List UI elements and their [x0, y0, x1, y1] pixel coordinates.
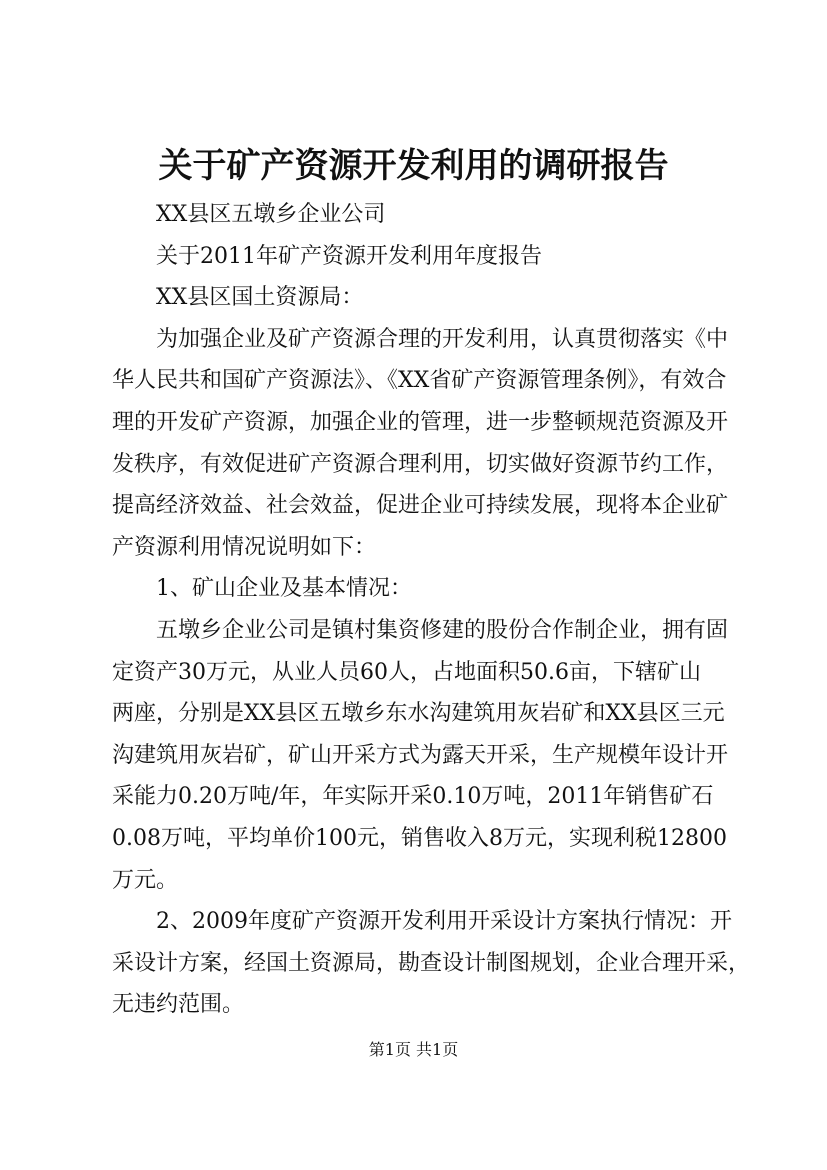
paragraph-3-line-2: 采设计方案，经国土资源局，勘查设计制图规划，企业合理开采，: [112, 950, 751, 976]
paragraph-2-line-6: 0.08万吨，平均单价100元，销售收入8万元，实现利税12800: [112, 825, 727, 851]
paragraph-2-line-1: 五墩乡企业公司是镇村集资修建的股份合作制企业，拥有固: [156, 617, 729, 643]
paragraph-3-line-3: 无违约范围。: [112, 992, 245, 1018]
recipient-line: XX县区国土资源局：: [156, 285, 364, 311]
company-name-line: XX县区五墩乡企业公司: [156, 202, 386, 227]
paragraph-1-line-5: 提高经济效益、社会效益，促进企业可持续发展，现将本企业矿: [112, 493, 729, 519]
paragraph-3-line-1: 2、2009年度矿产资源开发利用开采设计方案执行情况：开: [156, 909, 732, 935]
paragraph-2-line-5: 采能力0.20万吨/年，年实际开采0.10万吨，2011年销售矿石: [112, 784, 714, 810]
paragraph-2-line-4: 沟建筑用灰岩矿，矿山开采方式为露天开采，生产规模年设计开: [112, 742, 729, 768]
paragraph-1-line-4: 发秩序，有效促进矿产资源合理利用，切实做好资源节约工作，: [112, 451, 729, 477]
report-subtitle-line: 关于2011年矿产资源开发利用年度报告: [156, 243, 542, 269]
paragraph-2-line-3: 两座，分别是XX县区五墩乡东水沟建筑用灰岩矿和XX县区三元: [112, 701, 725, 727]
paragraph-1-line-2: 华人民共和国矿产资源法》、《XX省矿产资源管理条例》，有效合: [112, 368, 727, 394]
document-body: [112, 194, 751, 1026]
page-footer: 第1页 共1页: [368, 1040, 459, 1059]
page-title: 关于矿产资源开发利用的调研报告: [158, 146, 669, 186]
paragraph-1-line-3: 理的开发矿产资源，加强企业的管理，进一步整顿规范资源及开: [112, 409, 729, 435]
paragraph-1-line-6: 产资源利用情况说明如下：: [112, 534, 377, 560]
section-1-heading: 1、矿山企业及基本情况：: [156, 576, 412, 602]
paragraph-2-line-7: 万元。: [112, 867, 179, 893]
paragraph-2-line-2: 定资产30万元，从业人员60人，占地面积50.6亩，下辖矿山: [112, 659, 701, 685]
paragraph-1-line-1: 为加强企业及矿产资源合理的开发利用，认真贯彻落实《中: [156, 326, 729, 352]
